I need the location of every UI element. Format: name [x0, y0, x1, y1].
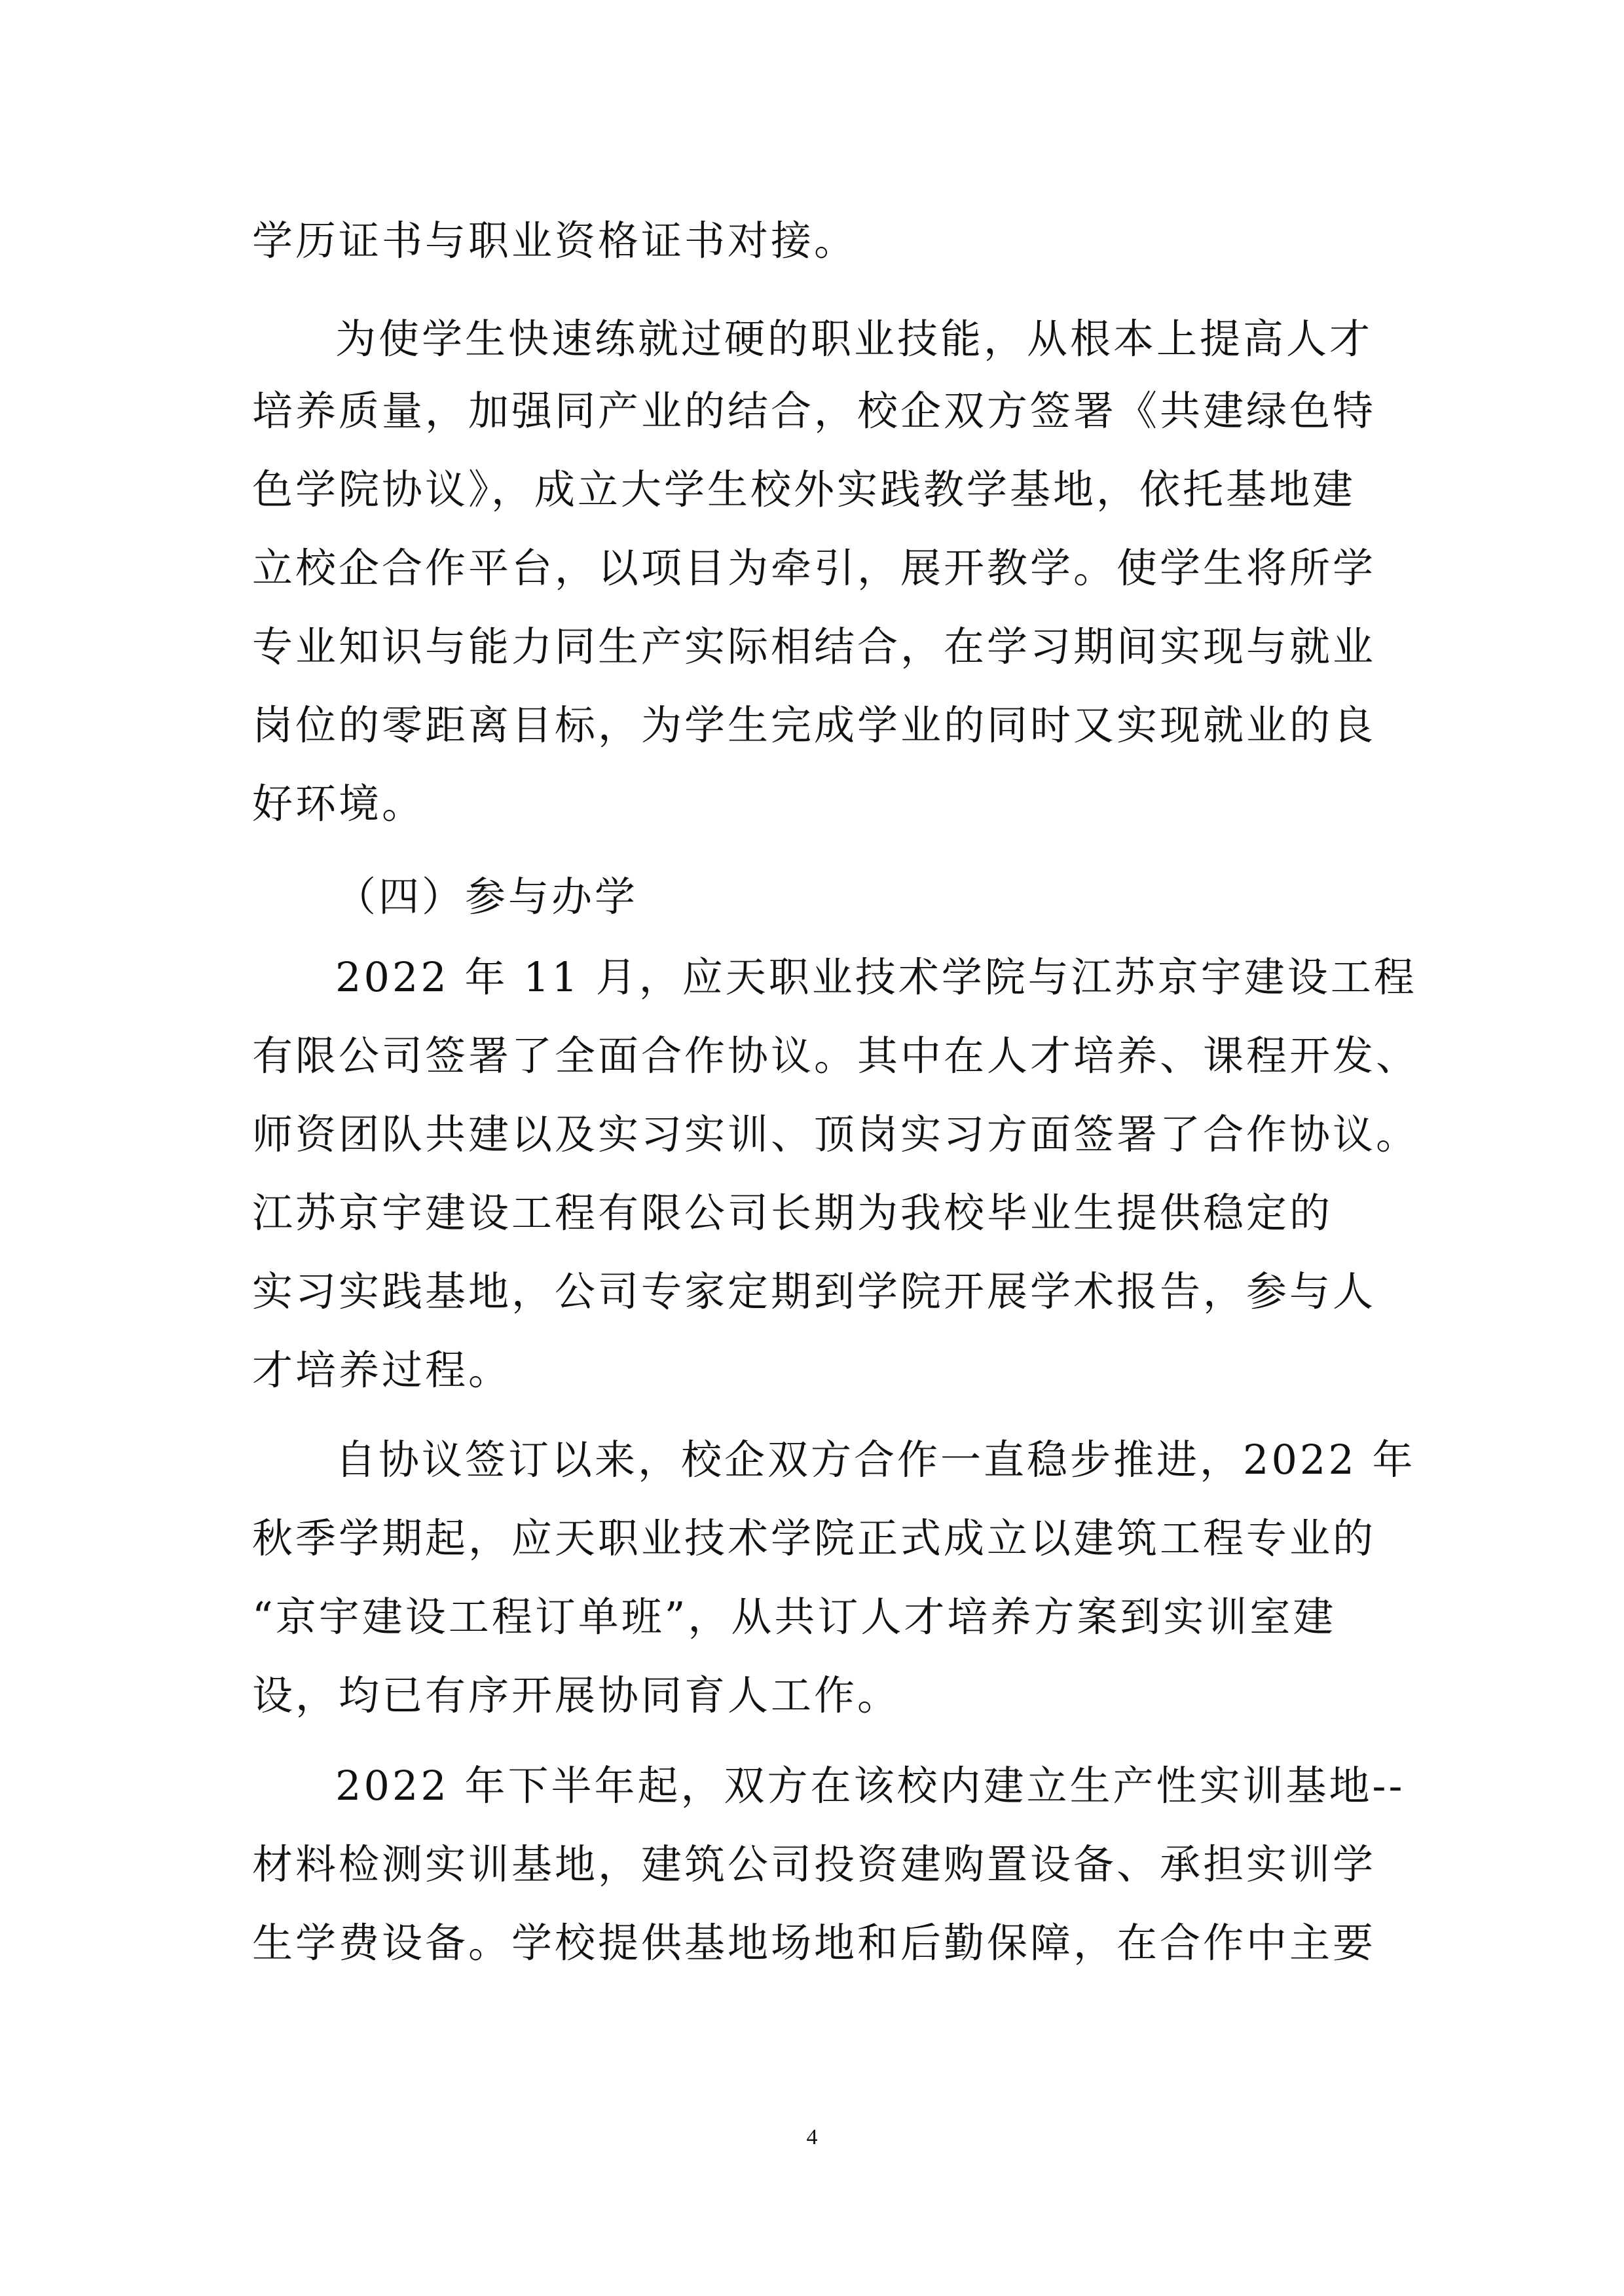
text-line-4: 色学院协议》，成立大学生校外实践教学基地，依托基地建 — [252, 465, 1356, 513]
section-heading: （四）参与办学 — [335, 873, 638, 920]
text-line-22: 生学费设备。学校提供基地场地和后勤保障，在合作中主要 — [252, 1919, 1376, 1967]
text-line-19: 设，均已有序开展协同育人工作。 — [252, 1671, 901, 1719]
text-line-7: 岗位的零距离目标，为学生完成学业的同时又实现就业的良 — [252, 701, 1376, 749]
text-line-6: 专业知识与能力同生产实际相结合，在学习期间实现与就业 — [252, 623, 1376, 670]
text-line-12: 师资团队共建以及实习实训、顶岗实习方面签署了合作协议。 — [252, 1110, 1420, 1158]
text-line-2: 为使学生快速练就过硬的职业技能，从根本上提高人才 — [335, 315, 1373, 363]
text-line-13: 江苏京宇建设工程有限公司长期为我校毕业生提供稳定的 — [252, 1189, 1333, 1237]
page-number: 4 — [806, 2125, 818, 2149]
text-line-20: 2022 年下半年起，双方在该校内建立生产性实训基地-- — [335, 1762, 1405, 1810]
text-line-5: 立校企合作平台，以项目为牵引，展开教学。使学生将所学 — [252, 544, 1376, 592]
text-line-17: 秋季学期起，应天职业技术学院正式成立以建筑工程专业的 — [252, 1514, 1376, 1562]
text-line-15: 才培养过程。 — [252, 1346, 512, 1394]
text-line-11: 有限公司签署了全面合作协议。其中在人才培养、课程开发、 — [252, 1032, 1420, 1080]
text-line-14: 实习实践基地，公司专家定期到学院开展学术报告，参与人 — [252, 1267, 1376, 1315]
text-line-18: “京宇建设工程订单班”，从共订人才培养方案到实训室建 — [252, 1593, 1337, 1641]
text-line-3: 培养质量，加强同产业的结合，校企双方签署《共建绿色特 — [252, 387, 1376, 435]
text-line-8: 好环境。 — [252, 780, 426, 828]
text-line-10: 2022 年 11 月，应天职业技术学院与江苏京宇建设工程 — [335, 953, 1417, 1001]
text-line-16: 自协议签订以来，校企双方合作一直稳步推进，2022 年 — [335, 1436, 1416, 1484]
text-line-21: 材料检测实训基地，建筑公司投资建购置设备、承担实训学 — [252, 1840, 1376, 1888]
text-line-1: 学历证书与职业资格证书对接。 — [252, 217, 858, 264]
